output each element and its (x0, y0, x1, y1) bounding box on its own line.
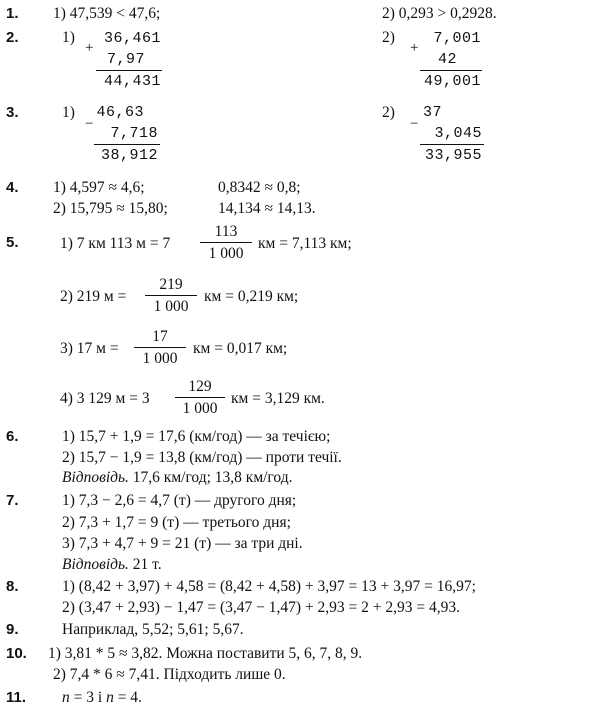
p2-a-sign: + (85, 40, 94, 56)
p4-line-2b: 14,134 ≈ 14,13. (218, 200, 316, 217)
p5-row1-numerator: 113 (200, 223, 252, 243)
p4-line-1: 1) 4,597 ≈ 4,6; (53, 179, 145, 196)
problem-number-7: 7. (6, 492, 19, 509)
p2-a-rule (96, 70, 162, 71)
p3-a-label: 1) (62, 104, 75, 121)
problem-number-2: 2. (6, 29, 19, 46)
p5-row3-fraction (134, 328, 186, 368)
p5-row4-numerator: 129 (175, 378, 225, 398)
p5-row1-pre: 1) 7 км 113 м = 7 (60, 235, 171, 252)
p11-text-1: = 3 і (73, 689, 103, 706)
p3-b-result: 33,955 (424, 147, 482, 164)
p4-line-2: 2) 15,795 ≈ 15,80; (53, 200, 168, 217)
p3-a-result: 38,912 (100, 147, 158, 164)
p5-row3-denominator: 1 000 (142, 350, 178, 367)
problem-number-5: 5. (6, 234, 19, 251)
p3-a-sign: − (85, 116, 94, 132)
p3-b-sign: − (410, 116, 419, 132)
problem-number-1: 1. (6, 5, 19, 22)
p3-a-mid: 7,718 (110, 125, 158, 142)
problem-number-3: 3. (6, 104, 19, 121)
p5-row2-pre: 2) 219 м = (60, 288, 127, 305)
p5-row1-post: км = 7,113 км; (258, 235, 352, 252)
p11-line-1 (62, 689, 142, 707)
p7-line-1: 1) 7,3 − 2,6 = 4,7 (т) — другого дня; (62, 492, 297, 509)
p3-b-mid: 3,045 (434, 125, 482, 142)
p6-answer-label: Відповідь. (62, 469, 129, 486)
p5-row2-denominator: 1 000 (153, 298, 189, 315)
p6-answer (62, 469, 292, 487)
p1-part-1: 1) 47,539 < 47,6; (53, 5, 161, 22)
p5-row2-post: км = 0,219 км; (204, 288, 299, 305)
p5-row2-numerator: 219 (145, 276, 197, 296)
p2-b-sign: + (410, 40, 419, 56)
p5-row4-post: км = 3,129 км. (231, 390, 325, 407)
p11-var-2: n (106, 689, 114, 706)
problem-number-11: 11. (6, 689, 27, 706)
p1-part-2: 2) 0,293 > 0,2928. (382, 5, 497, 22)
problem-number-4: 4. (6, 179, 19, 196)
problem-number-6: 6. (6, 428, 19, 445)
p6-line-2: 2) 15,7 − 1,9 = 13,8 (км/год) — проти течії. (62, 449, 342, 466)
p2-a-mid: 7,97 (106, 51, 145, 68)
p11-text-2: = 4. (117, 689, 142, 706)
p7-answer (62, 556, 162, 574)
p8-line-2: 2) (3,47 + 2,93) − 1,47 = (3,47 − 1,47) + 2,93 = 2 + 2,93 = 4,93. (62, 599, 460, 616)
p6-answer-value: 17,6 км/год; 13,8 км/год. (132, 469, 293, 486)
p11-var-1: n (62, 689, 70, 706)
p3-a-rule (94, 144, 160, 145)
p7-line-2: 2) 7,3 + 1,7 = 9 (т) — третього дня; (62, 514, 291, 531)
p2-a-label: 1) (62, 29, 75, 46)
p3-a-top: 46,63 (96, 104, 144, 121)
p7-answer-label: Відповідь. (62, 556, 129, 573)
problem-number-8: 8. (6, 578, 19, 595)
p8-line-1: 1) (8,42 + 3,97) + 4,58 = (8,42 + 4,58) + 3,97 = 13 + 3,97 = 16,97; (62, 578, 476, 595)
p2-b-rule (420, 70, 482, 71)
p3-b-top: 37 (422, 104, 442, 121)
p10-line-1: 1) 3,81 * 5 ≈ 3,82. Можна поставити 5, 6, 7, 8, 9. (48, 645, 363, 662)
p2-a-result: 44,431 (103, 73, 161, 90)
p5-row4-denominator: 1 000 (182, 400, 218, 417)
p3-b-rule (420, 144, 484, 145)
p5-row4-fraction (175, 378, 225, 418)
p5-row1-fraction (200, 223, 252, 263)
p2-b-result: 49,001 (424, 73, 482, 90)
p5-row1-denominator: 1 000 (208, 245, 244, 262)
problem-number-10: 10. (6, 645, 27, 662)
p10-line-2: 2) 7,4 * 6 ≈ 7,41. Підходить лише 0. (53, 666, 286, 683)
p5-row2-fraction (145, 276, 197, 316)
p4-line-1b: 0,8342 ≈ 0,8; (218, 179, 301, 196)
p5-row4-pre: 4) 3 129 м = 3 (60, 390, 150, 407)
problem-number-9: 9. (6, 621, 19, 638)
p9-line-1: Наприклад, 5,52; 5,61; 5,67. (62, 621, 244, 638)
p7-line-3: 3) 7,3 + 4,7 + 9 = 21 (т) — за три дні. (62, 535, 303, 552)
p5-row3-pre: 3) 17 м = (60, 340, 119, 357)
p3-b-label: 2) (382, 104, 395, 121)
p2-b-top: 7,001 (433, 30, 481, 47)
p2-b-mid: 42 (437, 51, 457, 68)
p7-answer-value: 21 т. (132, 556, 162, 573)
p2-a-top: 36,461 (103, 30, 161, 47)
p5-row3-numerator: 17 (134, 328, 186, 348)
p2-b-label: 2) (382, 29, 395, 46)
p5-row3-post: км = 0,017 км; (193, 340, 288, 357)
p6-line-1: 1) 15,7 + 1,9 = 17,6 (км/год) — за течією; (62, 428, 331, 445)
